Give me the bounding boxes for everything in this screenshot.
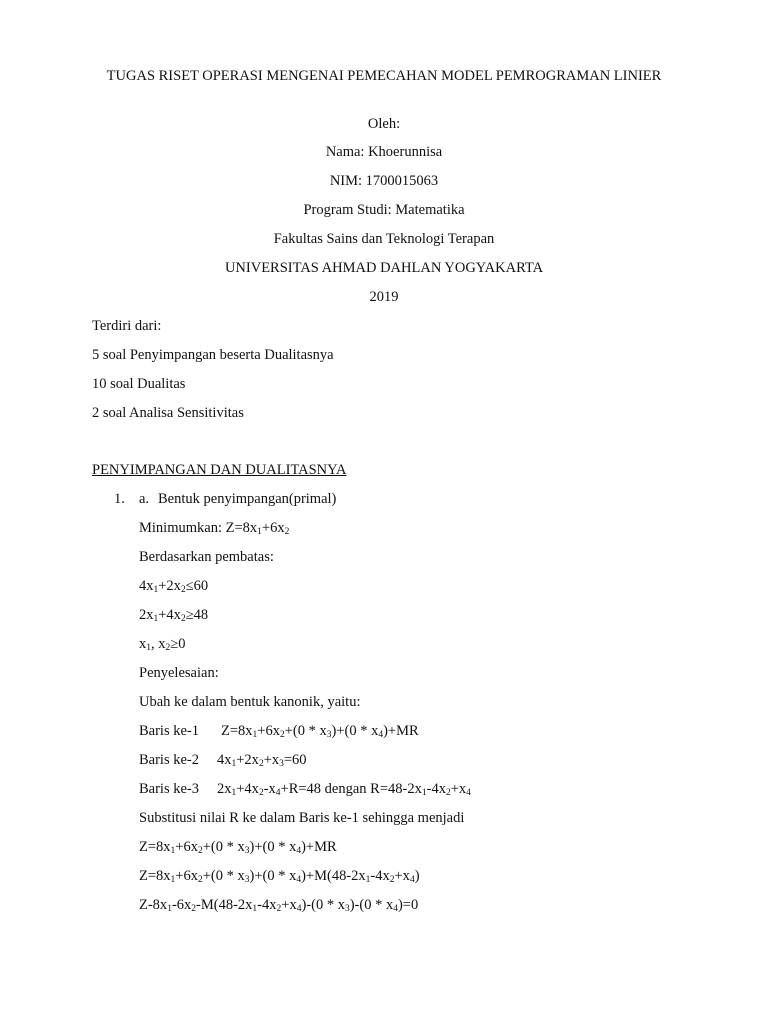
student-id: NIM: 1700015063 bbox=[329, 173, 439, 189]
step-1-equation: $Z=8x_1+6x_2+(0 * x_3)+(0 * x_4)+MR$ bbox=[139, 839, 337, 856]
row-1-equation: $Z=8x_1+6x_2+(0 * x_3)+(0 * x_4)+MR$ bbox=[221, 723, 419, 740]
contents-item: 10 soal Dualitas bbox=[92, 376, 186, 392]
author-name: Nama: Khoerunnisa bbox=[325, 144, 443, 160]
contents-item: 2 soal Analisa Sensitivitas bbox=[92, 405, 244, 421]
university: UNIVERSITAS AHMAD DAHLAN YOGYAKARTA bbox=[224, 260, 544, 276]
faculty: Fakultas Sains dan Teknologi Terapan bbox=[273, 231, 495, 247]
row-2-label: Baris ke-2 bbox=[139, 752, 199, 768]
year: 2019 bbox=[369, 289, 399, 305]
solution-label: Penyelesaian: bbox=[139, 665, 219, 681]
contents-intro: Terdiri dari: bbox=[92, 318, 162, 334]
row-3-label: Baris ke-3 bbox=[139, 781, 199, 797]
problem-number: 1. bbox=[114, 491, 125, 507]
row-1-label: Baris ke-1 bbox=[139, 723, 199, 739]
study-program: Program Studi: Matematika bbox=[303, 202, 465, 218]
row-2-equation: $4x_1+2x_2+x_3=60$ bbox=[217, 752, 307, 769]
subproblem-label: a. bbox=[139, 491, 150, 507]
nonnegativity-constraint: $x_1$, $x_2\ge 0$ bbox=[139, 636, 186, 653]
substitution-text: Substitusi nilai R ke dalam Baris ke-1 sehingga menjadi bbox=[139, 810, 465, 826]
constraint-2: $2x_1+4x_2\ge 48$ bbox=[139, 607, 209, 624]
contents-item: 5 soal Penyimpangan beserta Dualitasnya bbox=[92, 347, 334, 363]
document-title: TUGAS RISET OPERASI MENGENAI PEMECAHAN MODEL PEMROGRAMAN LINIER bbox=[106, 68, 662, 84]
objective-function: Minimumkan: $Z=8x_1+6x_2$ bbox=[139, 520, 290, 537]
subproblem-title: Bentuk penyimpangan(primal) bbox=[158, 491, 337, 507]
step-2-equation: $Z=8x_1+6x_2+(0 * x_3)+(0 * x_4)+M(48-2x_1-4x_2+x_4)$ bbox=[139, 868, 420, 885]
author-by-label: Oleh: bbox=[367, 116, 401, 132]
section-heading: PENYIMPANGAN DAN DUALITASNYA bbox=[92, 462, 347, 478]
canonical-intro: Ubah ke dalam bentuk kanonik, yaitu: bbox=[139, 694, 361, 710]
step-3-equation: $Z-8x_1-6x_2-M(48-2x_1-4x_2+x_4)-(0 * x_3)-(0 * x_4)=0$ bbox=[139, 897, 419, 914]
constraint-1: $4x_1+2x_2\le 60$ bbox=[139, 578, 209, 595]
constraints-label: Berdasarkan pembatas: bbox=[139, 549, 274, 565]
row-3-equation: $2x_1+4x_2-x_4+R=48$ dengan $R=48-2x_1-4x_2+x_4$ bbox=[217, 781, 471, 798]
